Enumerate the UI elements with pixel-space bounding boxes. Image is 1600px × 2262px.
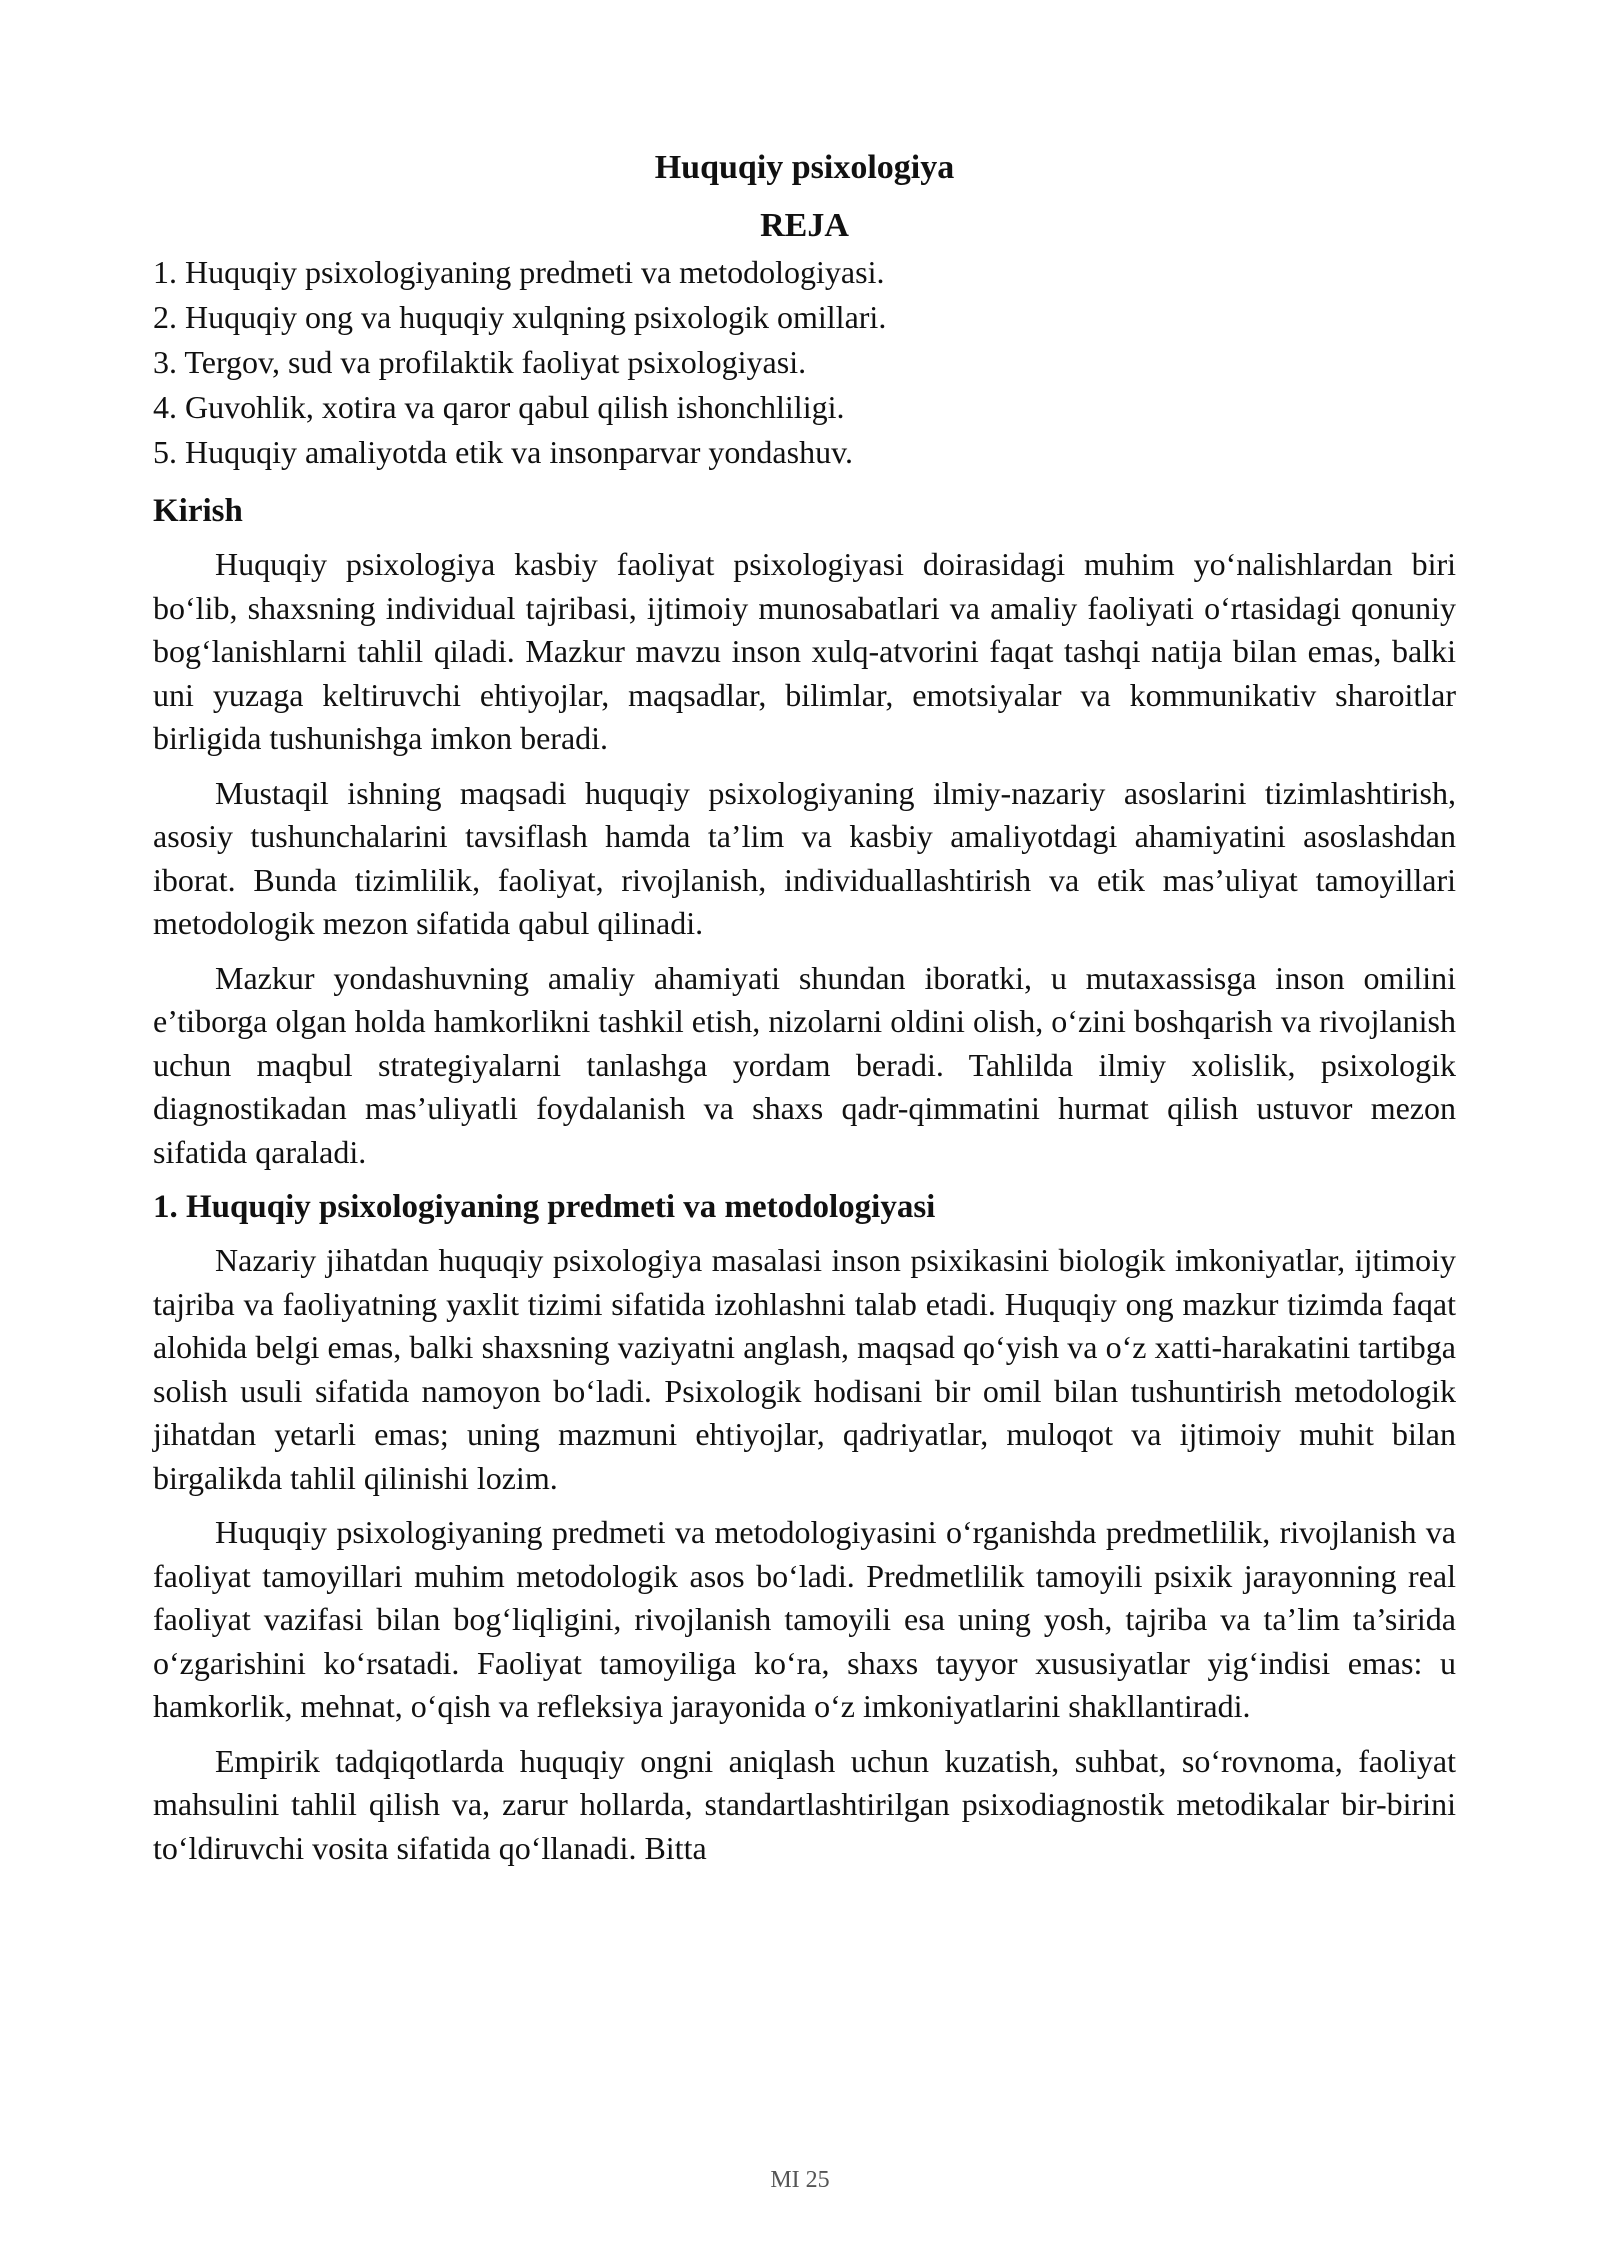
intro-paragraph: Huquqiy psixologiya kasbiy faoliyat psixologiyasi doirasidagi muhim yo‘nalishlardan biri bo‘lib, shaxsning individual tajribasi, ijtimoiy munosabatlari va amaliy faoliyati o‘rtasidagi qonuniy bog‘lanishlarni tahlil qiladi. Mazkur mavzu inson xulq-atvorini faqat tashqi natija bilan emas, balki uni yuzaga keltiruvchi ehtiyojlar, maqsadlar, bilimlar, emotsiyalar va kommunikativ sharoitlar birligida tushunishga imkon beradi.	[153, 546, 1456, 756]
section-paragraph: Nazariy jihatdan huquqiy psixologiya masalasi inson psixikasini biologik imkoniyatlar, ijtimoiy tajriba va faoliyatning yaxlit tizimi sifatida izohlashni talab etadi. Huquqiy ong mazkur tizimda faqat alohida belgi emas, balki shaxsning vaziyatni anglash, maqsad qo‘yish va o‘z xatti-harakatini tartibga solish usuli sifatida namoyon bo‘ladi. Psixologik hodisani bir omil bilan tushuntirish metodologik jihatdan yetarli emas; uning mazmuni ehtiyojlar, qadriyatlar, muloqot va ijtimoiy muhit bilan birgalikda tahlil qilinishi lozim.	[153, 1242, 1456, 1496]
document-title: Huquqiy psixologiya	[654, 149, 955, 186]
plan-item: 1. Huquqiy psixologiyaning predmeti va metodologiyasi.	[153, 254, 885, 290]
plan-item: 3. Tergov, sud va profilaktik faoliyat psixologiyasi.	[153, 344, 807, 380]
intro-heading: Kirish	[153, 493, 243, 529]
page-number: MI 25	[770, 2167, 830, 2193]
plan-item: 4. Guvohlik, xotira va qaror qabul qilish ishonchliligi.	[153, 389, 845, 425]
section-heading: 1. Huquqiy psixologiyaning predmeti va metodologiyasi	[153, 1189, 936, 1225]
plan-item: 2. Huquqiy ong va huquqiy xulqning psixologik omillari.	[153, 299, 887, 335]
plan-list	[153, 250, 1456, 475]
document-page	[153, 146, 1456, 1881]
section-paragraph: Huquqiy psixologiyaning predmeti va metodologiyasini o‘rganishda predmetlilik, rivojlanish va faoliyat tamoyillari muhim metodologik asos bo‘ladi. Predmetlilik tamoyili psixik jarayonning real faoliyat vazifasi bilan bog‘liqligini, rivojlanish tamoyili esa uning yosh, tajriba va ta’lim ta’sirida o‘zgarishini ko‘rsatadi. Faoliyat tamoyiliga ko‘ra, shaxs tayyor xususiyatlar yig‘indisi emas: u hamkorlik, mehnat, o‘qish va refleksiya jarayonida o‘z imkoniyatlarini shakllantiradi.	[153, 1514, 1456, 1724]
intro-paragraph: Mustaqil ishning maqsadi huquqiy psixologiyaning ilmiy-nazariy asoslarini tizimlashtirish, asosiy tushunchalarini tavsiflash hamda ta’lim va kasbiy amaliyotdagi ahamiyatini asoslashdan iborat. Bunda tizimlilik, faoliyat, rivojlanish, individuallashtirish va etik mas’uliyat tamoyillari metodologik mezon sifatida qabul qilinadi.	[153, 774, 1456, 941]
section-paragraph: Empirik tadqiqotlarda huquqiy ongni aniqlash uchun kuzatish, suhbat, so‘rovnoma, faoliyat mahsulini tahlil qilish va, zarur hollarda, standartlashtirilgan psixodiagnostik metodikalar bir-birini to‘ldiruvchi vosita sifatida qo‘llanadi. Bitta	[153, 1742, 1456, 1866]
plan-item: 5. Huquqiy amaliyotda etik va insonparvar yondashuv.	[153, 434, 853, 470]
plan-title: REJA	[760, 207, 849, 244]
intro-paragraph: Mazkur yondashuvning amaliy ahamiyati shundan iboratki, u mutaxassisga inson omilini e’tiborga olgan holda hamkorlikni tashkil etish, nizolarni oldini olish, o‘zini boshqarish va rivojlanish uchun maqbul strategiyalarni tanlashga yordam beradi. Tahlilda ilmiy xolislik, psixologik diagnostikadan mas’uliyatli foydalanish va shaxs qadr-qimmatini hurmat qilish ustuvor mezon sifatida qaraladi.	[153, 959, 1456, 1170]
